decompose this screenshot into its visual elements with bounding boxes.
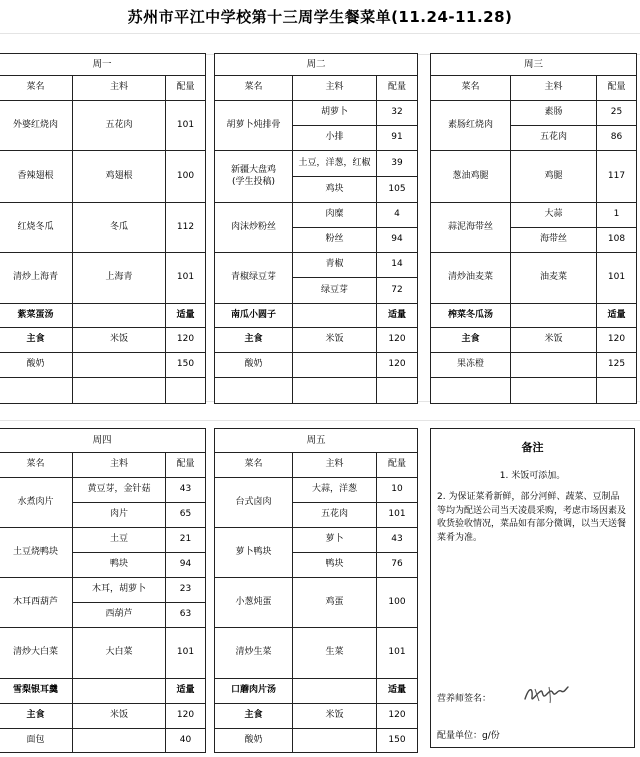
ingredient: 鸭块 [293,553,377,578]
dish-name: 外婆红烧肉 [0,101,73,151]
soup-name: 紫菜蛋汤 [0,304,73,328]
quantity: 101 [166,253,206,304]
ingredient: 西葫芦 [73,603,166,628]
quantity: 40 [166,729,206,753]
monday-menu [0,53,206,404]
main-ingredient: 大白菜 [73,628,166,679]
dish-name: 蒜泥海带丝 [431,203,511,253]
quantity: 14 [377,253,418,278]
col-qty: 配量 [377,76,418,101]
staple-label: 主食 [215,328,293,353]
menu-title: 苏州市平江中学校第十三周学生餐菜单(11.24-11.28) [127,8,513,26]
staple-label: 主食 [431,328,511,353]
quantity: 120 [166,704,206,729]
dish-name: 水煮肉片 [0,478,73,528]
col-qty: 配量 [597,76,637,101]
main-ingredient: 米饭 [511,328,597,353]
ingredient: 黄豆芽，金针菇 [73,478,166,503]
quantity: 105 [377,177,418,203]
wednesday-menu [430,53,637,404]
notes-panel [430,428,635,748]
quantity: 适量 [166,304,206,328]
quantity: 32 [377,101,418,126]
dish-line1: 新疆大盘鸡 [230,165,276,176]
main-ingredient: 五花肉 [73,101,166,151]
quantity: 94 [166,553,206,578]
quantity: 适量 [597,304,637,328]
thursday-menu [0,428,206,753]
notes-title: 备注 [521,441,544,454]
quantity: 125 [597,353,637,378]
ingredient: 鸭块 [73,553,166,578]
quantity: 1 [597,203,637,228]
ingredient: 肉片 [73,503,166,528]
dish-name: 素肠红烧肉 [431,101,511,151]
quantity: 108 [597,228,637,253]
ingredient: 青椒 [293,253,377,278]
tuesday-menu [214,53,418,404]
ingredient: 大蒜，洋葱 [293,478,377,503]
ingredient: 木耳，胡萝卜 [73,578,166,603]
ingredient: 萝卜 [293,528,377,553]
ingredient: 五花肉 [293,503,377,528]
col-main: 主料 [293,453,377,478]
dish-name: 木耳西葫芦 [0,578,73,628]
quantity: 43 [166,478,206,503]
quantity: 4 [377,203,418,228]
ingredient: 鸡块 [293,177,377,203]
dish-name: 土豆烧鸭块 [0,528,73,578]
main-ingredient: 米饭 [73,704,166,729]
dish-name: 香辣翅根 [0,151,73,203]
ingredient: 小排 [293,126,377,151]
col-dish: 菜名 [215,453,293,478]
quantity: 120 [377,353,418,378]
dish-name: 清炒上海青 [0,253,73,304]
quantity: 94 [377,228,418,253]
quantity: 76 [377,553,418,578]
col-dish: 菜名 [431,76,511,101]
quantity: 101 [377,628,418,679]
quantity: 65 [166,503,206,528]
quantity: 101 [597,253,637,304]
dish-name: 红烧冬瓜 [0,203,73,253]
quantity: 150 [166,353,206,378]
soup-name: 榨菜冬瓜汤 [431,304,511,328]
dish-name: 清炒油麦菜 [431,253,511,304]
quantity: 120 [377,704,418,729]
quantity: 120 [597,328,637,353]
dish-name: 台式卤肉 [215,478,293,528]
main-ingredient: 米饭 [293,704,377,729]
day-header: 周四 [0,429,206,453]
ingredient: 肉糜 [293,203,377,228]
quantity: 10 [377,478,418,503]
col-main: 主料 [73,76,166,101]
quantity: 91 [377,126,418,151]
col-dish: 菜名 [0,453,73,478]
note-freshness: 2. 为保证菜肴新鲜，部分河鲜、蔬菜、豆制品等均为配送公司当天凌晨采购，考虑市场因素及收货验收情况，菜品如有部分微调，以当天送餐菜肴为准。 [437,492,627,543]
quantity: 39 [377,151,418,177]
ingredient: 素肠 [511,101,597,126]
main-ingredient: 上海青 [73,253,166,304]
dish-name: 青椒绿豆芽 [215,253,293,304]
ingredient: 五花肉 [511,126,597,151]
dish-name: 小葱炖蛋 [215,578,293,628]
main-ingredient: 米饭 [73,328,166,353]
col-qty: 配量 [377,453,418,478]
dish-name: 肉沫炒粉丝 [215,203,293,253]
extra-item: 酸奶 [215,729,293,753]
main-ingredient: 生菜 [293,628,377,679]
quantity: 适量 [377,304,418,328]
quantity: 150 [377,729,418,753]
quantity: 120 [377,328,418,353]
note-rice: 1. 米饭可添加。 [499,471,566,481]
extra-item: 面包 [0,729,73,753]
staple-label: 主食 [0,704,73,729]
quantity: 适量 [166,679,206,704]
soup-name: 雪梨银耳羹 [0,679,73,704]
day-header: 周一 [0,54,206,76]
quantity: 117 [597,151,637,203]
quantity: 21 [166,528,206,553]
col-main: 主料 [293,76,377,101]
col-main: 主料 [511,76,597,101]
main-ingredient: 鸡翅根 [73,151,166,203]
soup-name: 南瓜小圆子 [215,304,293,328]
main-ingredient: 鸡腿 [511,151,597,203]
staple-label: 主食 [0,328,73,353]
dish-name: 清炒大白菜 [0,628,73,679]
quantity: 43 [377,528,418,553]
ingredient: 绿豆芽 [293,278,377,304]
quantity: 86 [597,126,637,151]
quantity: 120 [166,328,206,353]
quantity: 63 [166,603,206,628]
ingredient: 土豆，洋葱，红椒 [293,151,377,177]
ingredient: 海带丝 [511,228,597,253]
quantity: 112 [166,203,206,253]
dish-name: 清炒生菜 [215,628,293,679]
dish-name: 胡萝卜炖排骨 [215,101,293,151]
dietitian-signature-label: 营养师签名： [437,694,492,704]
col-qty: 配量 [166,453,206,478]
quantity: 23 [166,578,206,603]
day-header: 周二 [215,54,418,76]
staple-label: 主食 [215,704,293,729]
main-ingredient: 米饭 [293,328,377,353]
main-ingredient: 鸡蛋 [293,578,377,628]
quantity: 101 [377,503,418,528]
ingredient: 土豆 [73,528,166,553]
col-main: 主料 [73,453,166,478]
soup-name: 口蘑肉片汤 [215,679,293,704]
portion-unit: 配量单位：g/份 [437,731,500,741]
main-ingredient: 冬瓜 [73,203,166,253]
col-dish: 菜名 [215,76,293,101]
ingredient: 胡萝卜 [293,101,377,126]
dish-name: 萝卜鸭块 [215,528,293,578]
friday-menu [214,428,418,753]
quantity: 72 [377,278,418,304]
extra-item: 果冻橙 [431,353,511,378]
extra-item: 酸奶 [0,353,73,378]
quantity: 25 [597,101,637,126]
dish-name [215,151,293,203]
dish-name: 葱油鸡腿 [431,151,511,203]
extra-item: 酸奶 [215,353,293,378]
day-header: 周三 [431,54,637,76]
ingredient: 大蒜 [511,203,597,228]
handwritten-signature [521,681,571,707]
col-qty: 配量 [166,76,206,101]
quantity: 适量 [377,679,418,704]
quantity: 101 [166,628,206,679]
quantity: 100 [166,151,206,203]
day-header: 周五 [215,429,418,453]
dish-line2: (学生投稿) [231,176,276,187]
ingredient: 粉丝 [293,228,377,253]
quantity: 101 [166,101,206,151]
quantity: 100 [377,578,418,628]
main-ingredient: 油麦菜 [511,253,597,304]
col-dish: 菜名 [0,76,73,101]
